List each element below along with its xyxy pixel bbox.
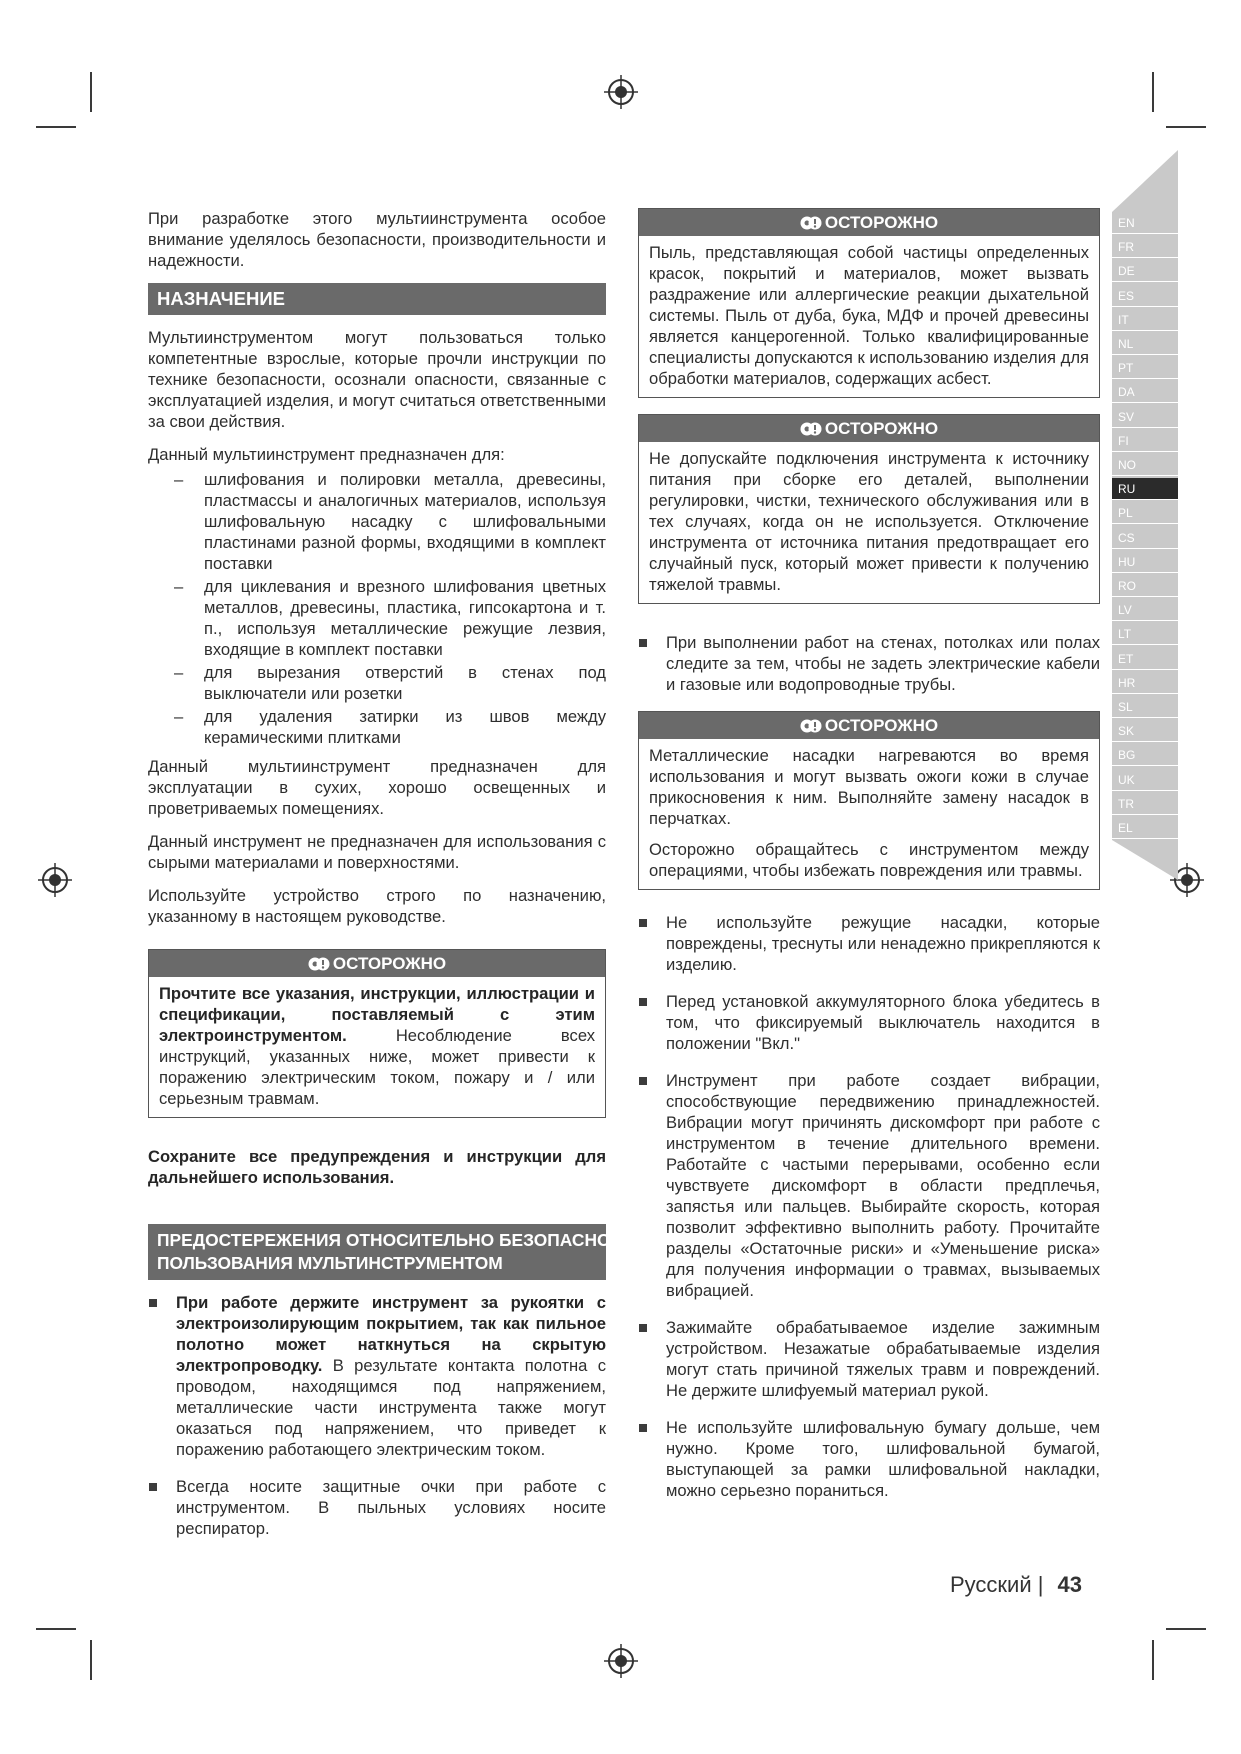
language-tab-de[interactable]: DE bbox=[1112, 260, 1178, 282]
crop-mark bbox=[36, 1628, 76, 1630]
purpose-paragraph: Данный мультиинструмент предназначен для эксплуатации в сухих, хорошо освещенных и проветриваемых помещениях. bbox=[148, 757, 606, 818]
list-item: Не используйте режущие насадки, которые повреждены, треснуты или ненадежно прикрепляются к изделию. bbox=[666, 913, 1100, 974]
language-tab-nl[interactable]: NL bbox=[1112, 333, 1178, 355]
language-tab-sv[interactable]: SV bbox=[1112, 406, 1178, 428]
warning-person-icon bbox=[800, 214, 824, 232]
warning-header bbox=[639, 209, 1099, 236]
purpose-intro: Данный мультиинструмент предназначен для: bbox=[148, 445, 505, 464]
registration-mark-icon bbox=[38, 863, 72, 897]
crop-mark bbox=[1152, 72, 1154, 112]
purpose-paragraph: Используйте устройство строго по назначению, указанному в настоящем руководстве. bbox=[148, 886, 606, 926]
purpose-heading: НАЗНАЧЕНИЕ bbox=[148, 283, 606, 315]
warning-box bbox=[638, 208, 1100, 398]
language-tab-fr[interactable]: FR bbox=[1112, 236, 1178, 258]
language-tab-uk[interactable]: UK bbox=[1112, 769, 1178, 791]
safety-heading bbox=[148, 1224, 634, 1280]
crop-mark bbox=[36, 126, 76, 128]
list-item: Не используйте шлифовальную бумагу дольше, чем нужно. Кроме того, шлифовальной бумагой, выступающей за рамки шлифовальной накладки, можно серьезно пораниться. bbox=[666, 1418, 1100, 1500]
footer-language: Русский | bbox=[950, 1572, 1044, 1597]
safety-heading-line: ПОЛЬЗОВАНИЯ МУЛЬТИНСТРУМЕНТОМ bbox=[157, 1253, 503, 1273]
safety-list bbox=[148, 1292, 606, 1539]
warning-body bbox=[149, 977, 605, 1117]
language-tab-ru[interactable]: RU bbox=[1112, 478, 1178, 500]
language-tab-tr[interactable]: TR bbox=[1112, 793, 1178, 815]
language-tab-pt[interactable]: PT bbox=[1112, 357, 1178, 379]
warning-person-icon bbox=[800, 717, 824, 735]
language-tab-en[interactable]: EN bbox=[1112, 212, 1178, 234]
list-item bbox=[176, 1292, 606, 1460]
warning-body bbox=[639, 739, 1099, 889]
warning-body bbox=[639, 442, 1099, 603]
language-tab-el[interactable]: EL bbox=[1112, 817, 1178, 839]
warning-label: ОСТОРОЖНО bbox=[824, 418, 939, 438]
warning-label: ОСТОРОЖНО bbox=[824, 212, 939, 232]
warning-regular-text: Несоблюдение всех инструкций, указанных ниже, может привести к поражению электрическим током, пожару и / или серьезным травмам. bbox=[159, 1026, 595, 1108]
language-tab-it[interactable]: IT bbox=[1112, 309, 1178, 331]
warning-text: Металлические насадки нагреваются во время использования и могут вызвать ожоги кожи в случае прикосновения к ним. Выполняйте замену насадок в перчатках. bbox=[649, 746, 1089, 828]
right-list bbox=[638, 912, 1100, 1501]
warning-header bbox=[639, 712, 1099, 739]
language-tab-et[interactable]: ET bbox=[1112, 648, 1178, 670]
language-tab-fi[interactable]: FI bbox=[1112, 430, 1178, 452]
safety-heading-line: ПРЕДОСТЕРЕЖЕНИЯ ОТНОСИТЕЛЬНО БЕЗОПАСНОГО bbox=[157, 1230, 634, 1250]
warning-box bbox=[148, 949, 606, 1118]
language-tab-pl[interactable]: PL bbox=[1112, 502, 1178, 524]
purpose-paragraph: Данный инструмент не предназначен для использования с сырыми материалами и поверхностями. bbox=[148, 832, 606, 872]
page-number: 43 bbox=[1057, 1572, 1082, 1597]
warning-person-icon bbox=[308, 955, 332, 973]
right-list-top bbox=[638, 632, 1100, 695]
list-item: Зажимайте обрабатываемое изделие зажимным устройством. Незажатые обрабатываемые изделия могут стать причиной тяжелых травм и повреждений. Не держите шлифуемый материал рукой. bbox=[666, 1318, 1100, 1400]
language-tab-hu[interactable]: HU bbox=[1112, 551, 1178, 573]
warning-box bbox=[638, 414, 1100, 604]
list-item: – шлифования и полировки металла, древесины, пластмассы и аналогичных материалов, используя шлифовальную насадку с шлифовальными пластинами разной формы, входящими в комплект поставки bbox=[204, 469, 606, 574]
list-item: Инструмент при работе создает вибрации, способствующие передвижению принадлежностей. Вибрации могут причинять дискомфорт при работе с инструментом в течение длительного времени. Работайте с частыми перерывами, особенно если чувствуете дискомфорт в области предплечья, запястья или пальцев. Выбирайте скорость, которая позволит эффективно выполнить работу. Прочитайте разделы «Остаточные риски» и «Уменьшение риска» для получения информации о травмах, вызываемых вибрацией. bbox=[666, 1071, 1100, 1300]
language-tab-bg[interactable]: BG bbox=[1112, 744, 1178, 766]
page-footer bbox=[950, 1572, 1082, 1598]
right-column bbox=[638, 208, 1100, 1517]
warning-text: Пыль, представляющая собой частицы определенных красок, покрытий и материалов, может вызвать раздражение или аллергические реакции дыхательной системы. Пыль от дуба, бука, МДФ и прочей древесины является канцерогенной. Только квалифицированные специалисты допускаются к использованию изделия для обработки материалов, содержащих асбест. bbox=[649, 243, 1089, 388]
registration-mark-icon bbox=[604, 75, 638, 109]
list-item: – для вырезания отверстий в стенах под выключатели или розетки bbox=[204, 662, 606, 704]
warning-text: Не допускайте подключения инструмента к источнику питания при сборке его деталей, выполнении регулировки, чистки, технического обслуживания или в тех случаях, когда он не используется. Отключение инструмента от источника питания предотвращает его случайный пуск, который может привести к получению тяжелой травмы. bbox=[649, 449, 1089, 594]
warning-bold-text: Прочтите все указания, инструкции, иллюстрации и спецификации, поставляемый с этим электроинструментом. bbox=[159, 984, 595, 1045]
purpose-paragraph: Мультиинструментом могут пользоваться только компетентные взрослые, которые прочли инструкции по технике безопасности, осознали опасности, связанные с эксплуатацией изделия, и могут считаться ответственными за свои действия. bbox=[148, 328, 606, 431]
warning-body bbox=[639, 236, 1099, 397]
crop-mark bbox=[1152, 1640, 1154, 1680]
crop-mark bbox=[90, 1640, 92, 1680]
language-tab-lt[interactable]: LT bbox=[1112, 623, 1178, 645]
language-tab-da[interactable]: DA bbox=[1112, 381, 1178, 403]
list-item: Всегда носите защитные очки при работе с инструментом. В пыльных условиях носите респиратор. bbox=[176, 1477, 606, 1538]
language-tab-ro[interactable]: RO bbox=[1112, 575, 1178, 597]
list-item: При выполнении работ на стенах, потолках или полах следите за тем, чтобы не задеть электрические кабели и газовые или водопроводные трубы. bbox=[666, 633, 1100, 694]
crop-mark bbox=[90, 72, 92, 112]
list-item: Перед установкой аккумуляторного блока убедитесь в том, что фиксируемый выключатель находится в положении "Вкл." bbox=[666, 992, 1100, 1053]
language-tab-lv[interactable]: LV bbox=[1112, 599, 1178, 621]
language-tab-no[interactable]: NO bbox=[1112, 454, 1178, 476]
crop-mark bbox=[1166, 1628, 1206, 1630]
language-tab-cs[interactable]: CS bbox=[1112, 527, 1178, 549]
warning-text: Осторожно обращайтесь с инструментом между операциями, чтобы избежать повреждения или травмы. bbox=[649, 840, 1089, 880]
warning-header bbox=[639, 415, 1099, 442]
warning-label: ОСТОРОЖНО bbox=[824, 715, 939, 735]
registration-mark-icon bbox=[604, 1644, 638, 1678]
save-note-text: Сохраните все предупреждения и инструкции для дальнейшего использования. bbox=[148, 1147, 606, 1187]
warning-header bbox=[149, 950, 605, 977]
warning-person-icon bbox=[800, 420, 824, 438]
intro-text: При разработке этого мультиинструмента особое внимание уделялось безопасности, производительности и надежности. bbox=[148, 209, 606, 270]
safety-bold-text: При работе держите инструмент за рукоятки с электроизолирующим покрытием, так как пильное полотно может наткнуться на скрытую электропроводку. bbox=[176, 1293, 606, 1375]
language-tab-sl[interactable]: SL bbox=[1112, 696, 1178, 718]
warning-label: ОСТОРОЖНО bbox=[332, 953, 447, 973]
warning-box bbox=[638, 711, 1100, 890]
left-column bbox=[148, 208, 634, 1555]
purpose-list bbox=[148, 469, 606, 748]
language-tab-es[interactable]: ES bbox=[1112, 285, 1178, 307]
language-tab-hr[interactable]: HR bbox=[1112, 672, 1178, 694]
language-tab-sk[interactable]: SK bbox=[1112, 720, 1178, 742]
list-item: – для циклевания и врезного шлифования цветных металлов, древесины, пластика, гипсокартона и т. п., используя металлические режущие лезвия, входящие в комплект поставки bbox=[204, 576, 606, 660]
list-item: – для удаления затирки из швов между керамическими плитками bbox=[204, 706, 606, 748]
crop-mark bbox=[1166, 126, 1206, 128]
save-note bbox=[148, 1146, 606, 1188]
safety-regular-text: В результате контакта полотна с проводом, находящимся под напряжением, металлические части инструмента также могут оказаться под напряжением, что приведет к поражению работающего электрическим током. bbox=[176, 1356, 606, 1459]
warning-text bbox=[159, 983, 595, 1109]
